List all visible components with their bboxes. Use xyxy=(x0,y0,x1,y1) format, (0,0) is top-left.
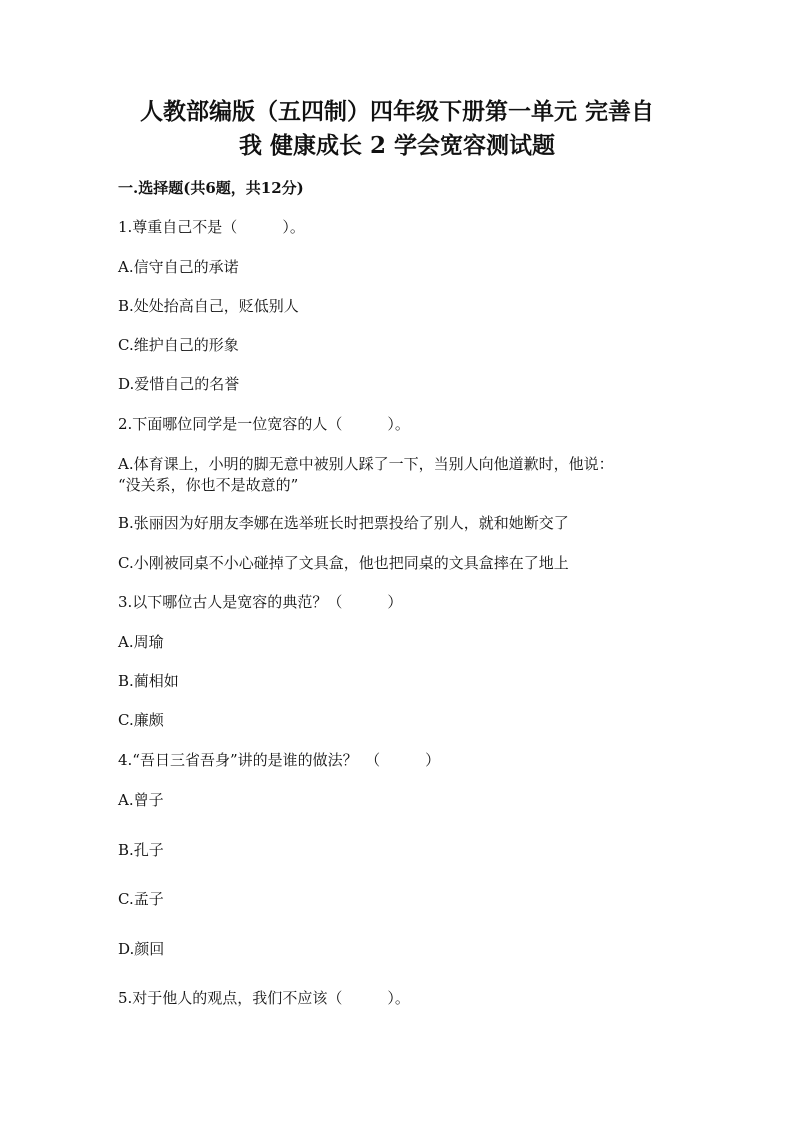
answer-option: B.张丽因为好朋友李娜在选举班长时把票投给了别人，就和她断交了 xyxy=(118,514,569,532)
answer-option-continuation: “没关系，你也不是故意的” xyxy=(118,476,299,494)
answer-option: A.曾子 xyxy=(118,791,164,809)
answer-option: C.廉颇 xyxy=(118,711,164,729)
answer-option: A.信守自己的承诺 xyxy=(118,258,239,276)
answer-option: B.蔺相如 xyxy=(118,672,179,690)
answer-option: D.爱惜自己的名誉 xyxy=(118,375,240,393)
question-stem: 4.“吾日三省吾身”讲的是谁的做法？ （ ） xyxy=(118,751,441,769)
answer-option: C.孟子 xyxy=(118,890,164,908)
section-heading: 一.选择题(共6题，共12分) xyxy=(118,179,304,197)
answer-option: C.小刚被同桌不小心碰掉了文具盒，他也把同桌的文具盒摔在了地上 xyxy=(118,554,569,572)
question-stem: 1.尊重自己不是（ ）。 xyxy=(118,218,305,236)
answer-option: B.处处抬高自己，贬低别人 xyxy=(118,297,299,315)
document-title-line-2: 我 健康成长 2 学会宽容测试题 xyxy=(238,132,556,159)
question-stem: 3.以下哪位古人是宽容的典范？（ ） xyxy=(118,593,403,611)
question-stem: 2.下面哪位同学是一位宽容的人（ ）。 xyxy=(118,415,410,433)
answer-option: D.颜回 xyxy=(118,940,165,958)
question-stem: 5.对于他人的观点，我们不应该（ ）。 xyxy=(118,989,410,1007)
answer-option: A.体育课上，小明的脚无意中被别人踩了一下，当别人向他道歉时，他说： xyxy=(118,455,614,473)
answer-option: A.周瑜 xyxy=(118,633,164,651)
document-title-line-1: 人教部编版（五四制）四年级下册第一单元 完善自 xyxy=(139,98,654,125)
answer-option: B.孔子 xyxy=(118,841,164,859)
answer-option: C.维护自己的形象 xyxy=(118,336,239,354)
